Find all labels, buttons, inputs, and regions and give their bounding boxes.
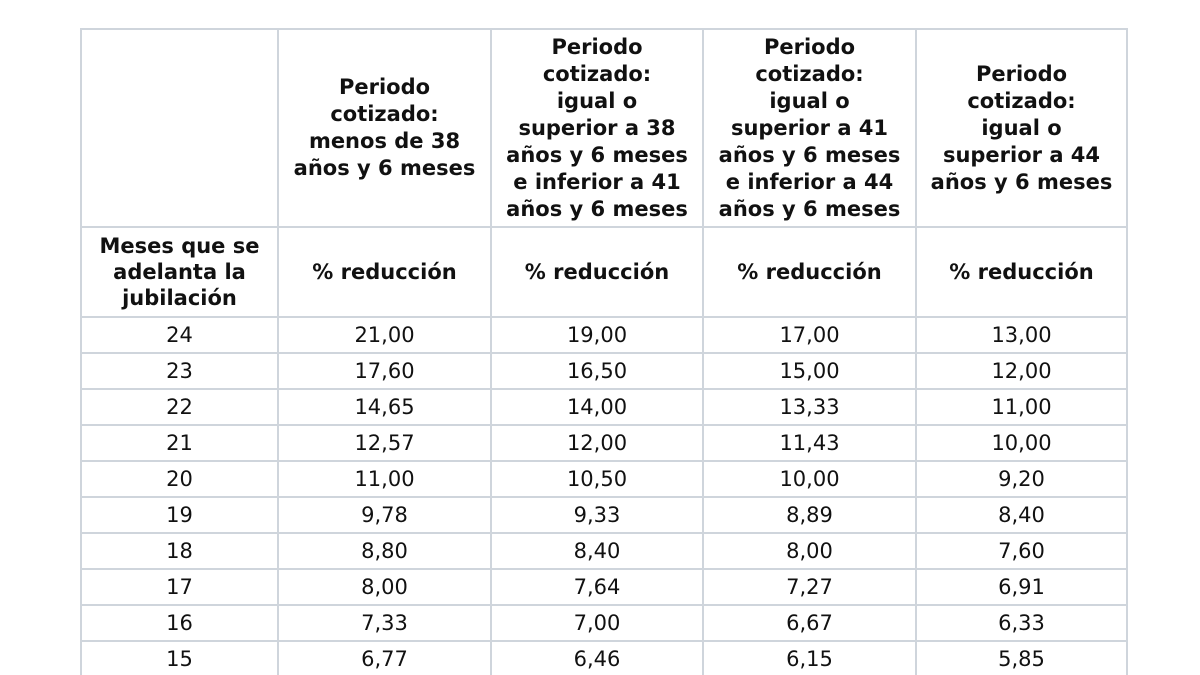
column-header-41-6-to-44-6: Periodo cotizado: igual o superior a 41 años y 6 meses e inferior a 44 años y 6 meses [703,29,916,227]
reduction-cell: 9,33 [491,497,703,533]
reduction-cell: 5,85 [916,641,1127,675]
reduction-cell: 6,33 [916,605,1127,641]
column-header-44-6-plus: Periodo cotizado: igual o superior a 44 años y 6 meses [916,29,1127,227]
reduction-cell: 11,43 [703,425,916,461]
reduction-cell: 8,80 [278,533,491,569]
reduction-cell: 10,00 [916,425,1127,461]
reduction-header: % reducción [491,227,703,317]
reduction-cell: 6,67 [703,605,916,641]
reduction-cell: 11,00 [278,461,491,497]
months-cell: 20 [81,461,278,497]
table-body [81,317,1127,675]
column-header-less-38-6: Periodo cotizado: menos de 38 años y 6 meses [278,29,491,227]
reduction-cell: 9,20 [916,461,1127,497]
reduction-cell: 6,91 [916,569,1127,605]
table-row [81,497,1127,533]
reduction-cell: 8,00 [278,569,491,605]
table-row [81,533,1127,569]
reduction-cell: 10,50 [491,461,703,497]
reduction-cell: 12,57 [278,425,491,461]
reduction-cell: 12,00 [491,425,703,461]
reduction-cell: 13,00 [916,317,1127,353]
table-row [81,605,1127,641]
reduction-cell: 7,27 [703,569,916,605]
subheader-row [81,227,1127,317]
table-row [81,425,1127,461]
table-row [81,569,1127,605]
months-cell: 17 [81,569,278,605]
reduction-cell: 7,64 [491,569,703,605]
column-header-38-6-to-41-6: Periodo cotizado: igual o superior a 38 años y 6 meses e inferior a 41 años y 6 meses [491,29,703,227]
reduction-cell: 11,00 [916,389,1127,425]
months-cell: 19 [81,497,278,533]
reduction-cell: 14,00 [491,389,703,425]
months-cell: 21 [81,425,278,461]
table-row [81,317,1127,353]
months-cell: 22 [81,389,278,425]
table-row [81,641,1127,675]
reduction-cell: 21,00 [278,317,491,353]
reduction-cell: 10,00 [703,461,916,497]
reduction-table [80,28,1128,675]
reduction-cell: 6,15 [703,641,916,675]
reduction-cell: 9,78 [278,497,491,533]
reduction-header: % reducción [703,227,916,317]
reduction-cell: 6,77 [278,641,491,675]
months-ahead-header: Meses que se adelanta la jubilación [81,227,278,317]
reduction-cell: 14,65 [278,389,491,425]
months-cell: 15 [81,641,278,675]
table-row [81,461,1127,497]
reduction-cell: 7,33 [278,605,491,641]
reduction-cell: 6,46 [491,641,703,675]
reduction-cell: 7,00 [491,605,703,641]
corner-header [81,29,278,227]
months-cell: 24 [81,317,278,353]
reduction-cell: 16,50 [491,353,703,389]
reduction-cell: 13,33 [703,389,916,425]
reduction-cell: 17,00 [703,317,916,353]
months-cell: 16 [81,605,278,641]
table-row [81,353,1127,389]
reduction-cell: 8,40 [491,533,703,569]
reduction-header: % reducción [278,227,491,317]
reduction-cell: 8,40 [916,497,1127,533]
months-cell: 18 [81,533,278,569]
reduction-cell: 15,00 [703,353,916,389]
table-row [81,389,1127,425]
reduction-cell: 17,60 [278,353,491,389]
reduction-header: % reducción [916,227,1127,317]
header-row [81,29,1127,227]
reduction-cell: 8,89 [703,497,916,533]
reduction-cell: 12,00 [916,353,1127,389]
reduction-cell: 8,00 [703,533,916,569]
reduction-cell: 7,60 [916,533,1127,569]
reduction-cell: 19,00 [491,317,703,353]
months-cell: 23 [81,353,278,389]
